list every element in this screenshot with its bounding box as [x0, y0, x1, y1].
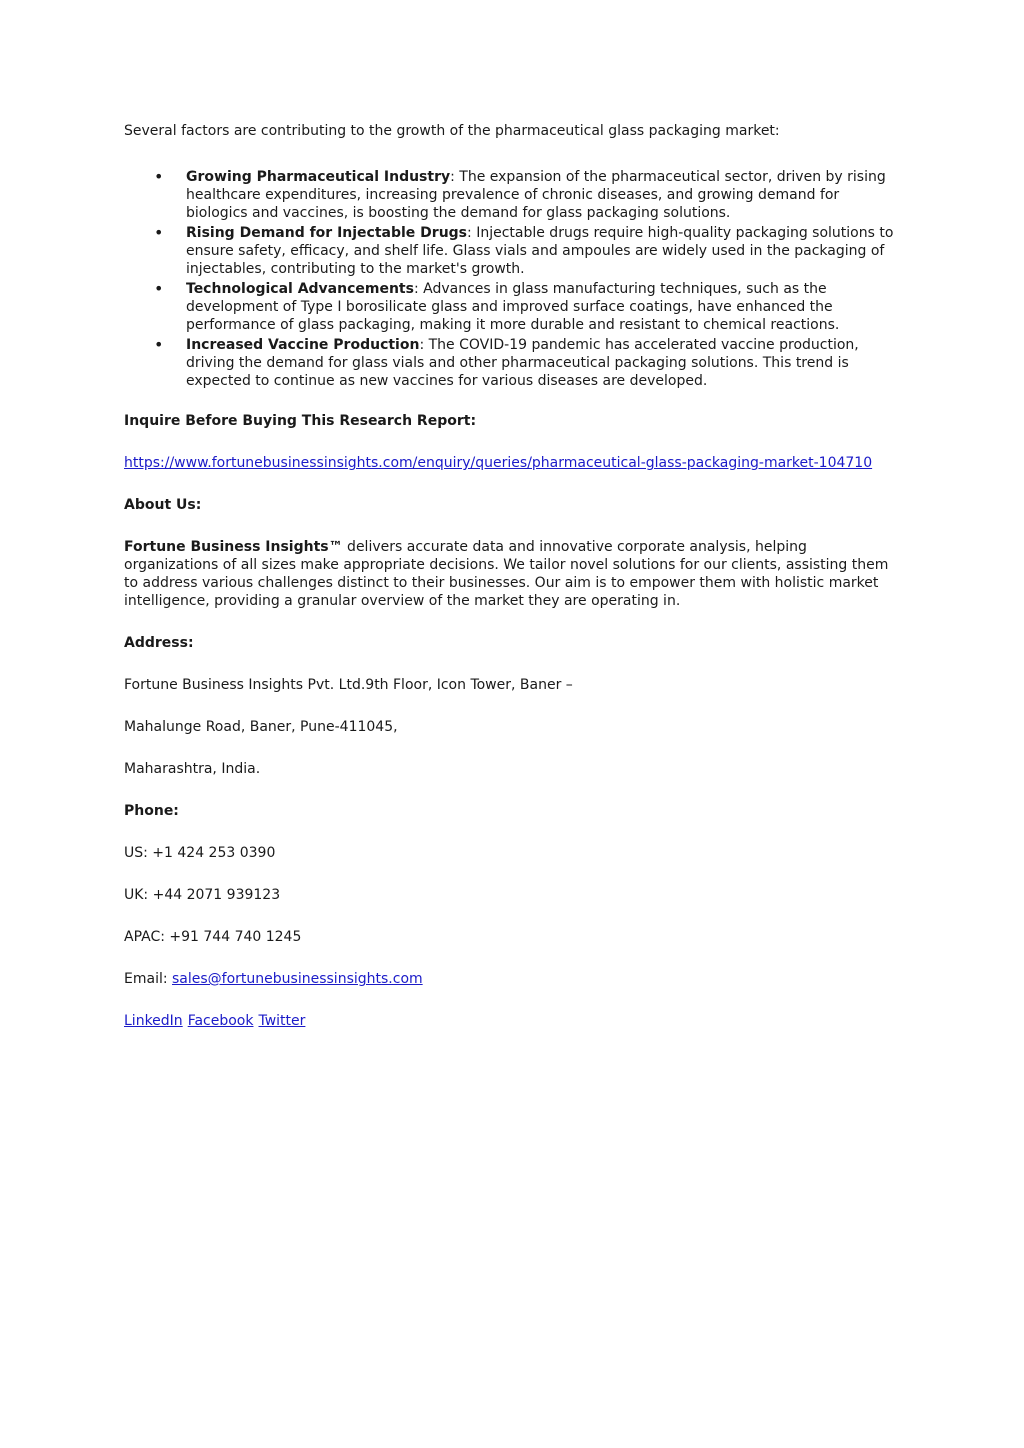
inquire-paragraph: [124, 454, 904, 472]
list-item: [154, 223, 904, 278]
growth-factors-list: [124, 168, 904, 390]
email-label: Email:: [124, 971, 173, 987]
phone-apac: APAC: +91 744 740 1245: [124, 929, 302, 945]
company-name: Fortune Business Insights™: [124, 539, 343, 555]
address-heading: Address:: [124, 635, 194, 651]
factor-title: Rising Demand for Injectable Drugs: [186, 225, 468, 241]
factor-text: : The COVID-19 pandemic has accelerated vaccine production, driving the demand for glass vials and other pharmaceutical packaging solutions. This trend is expected to continue as new vaccines for various diseases are developed.: [186, 337, 859, 389]
inquiry-link[interactable]: https://www.fortunebusinessinsights.com/enquiry/queries/pharmaceutical-glass-packaging-market-104710: [124, 455, 873, 471]
about-text: delivers accurate data and innovative corporate analysis, helping organizations of all sizes make appropriate decisions. We tailor novel solutions for our clients, assisting them to address various challenges distinct to their businesses. Our aim is to empower them with holistic market intelligence, providing a granular overview of the market they are operating in.: [124, 539, 889, 609]
factor-text: : Advances in glass manufacturing techniques, such as the development of Type I borosilicate glass and improved surface coatings, have enhanced the performance of glass packaging, making it more durable and resistant to chemical reactions.: [186, 281, 840, 333]
bullet-icon: •: [154, 223, 164, 242]
about-heading: About Us:: [124, 497, 202, 513]
list-item: [154, 279, 904, 334]
factor-text: : The expansion of the pharmaceutical sector, driven by rising healthcare expenditures, increasing prevalence of chronic diseases, and growing demand for biologics and vaccines, is boosting the demand for glass packaging solutions.: [186, 169, 886, 221]
linkedin-link[interactable]: LinkedIn: [124, 1013, 183, 1029]
facebook-link[interactable]: Facebook: [187, 1013, 254, 1029]
intro-paragraph: Several factors are contributing to the growth of the pharmaceutical glass packaging market:: [124, 123, 780, 139]
address-line-3: Maharashtra, India.: [124, 761, 261, 777]
bullet-icon: •: [154, 279, 164, 298]
factor-text: : Injectable drugs require high-quality packaging solutions to ensure safety, efficacy, and shelf life. Glass vials and ampoules are widely used in the packaging of injectables, contributing to the market's growth.: [186, 225, 894, 277]
email-link[interactable]: sales@fortunebusinessinsights.com: [172, 971, 423, 987]
bullet-icon: •: [154, 335, 164, 354]
factor-title: Growing Pharmaceutical Industry: [186, 169, 451, 185]
list-item: [154, 167, 904, 222]
inquire-heading: Inquire Before Buying This Research Report:: [124, 413, 477, 429]
address-line-2: Mahalunge Road, Baner, Pune-411045,: [124, 719, 398, 735]
factor-title: Technological Advancements: [186, 281, 414, 297]
social-links: [124, 1012, 904, 1030]
address-line-1: Fortune Business Insights Pvt. Ltd.9th Floor, Icon Tower, Baner –: [124, 677, 573, 693]
phone-us: US: +1 424 253 0390: [124, 845, 276, 861]
phone-uk: UK: +44 2071 939123: [124, 887, 281, 903]
document-page: [124, 122, 904, 1030]
list-item: [154, 335, 904, 390]
about-paragraph: [124, 538, 904, 610]
bullet-icon: •: [154, 167, 164, 186]
factor-title: Increased Vaccine Production: [186, 337, 420, 353]
email-paragraph: [124, 970, 904, 988]
phone-heading: Phone:: [124, 803, 179, 819]
twitter-link[interactable]: Twitter: [258, 1013, 306, 1029]
